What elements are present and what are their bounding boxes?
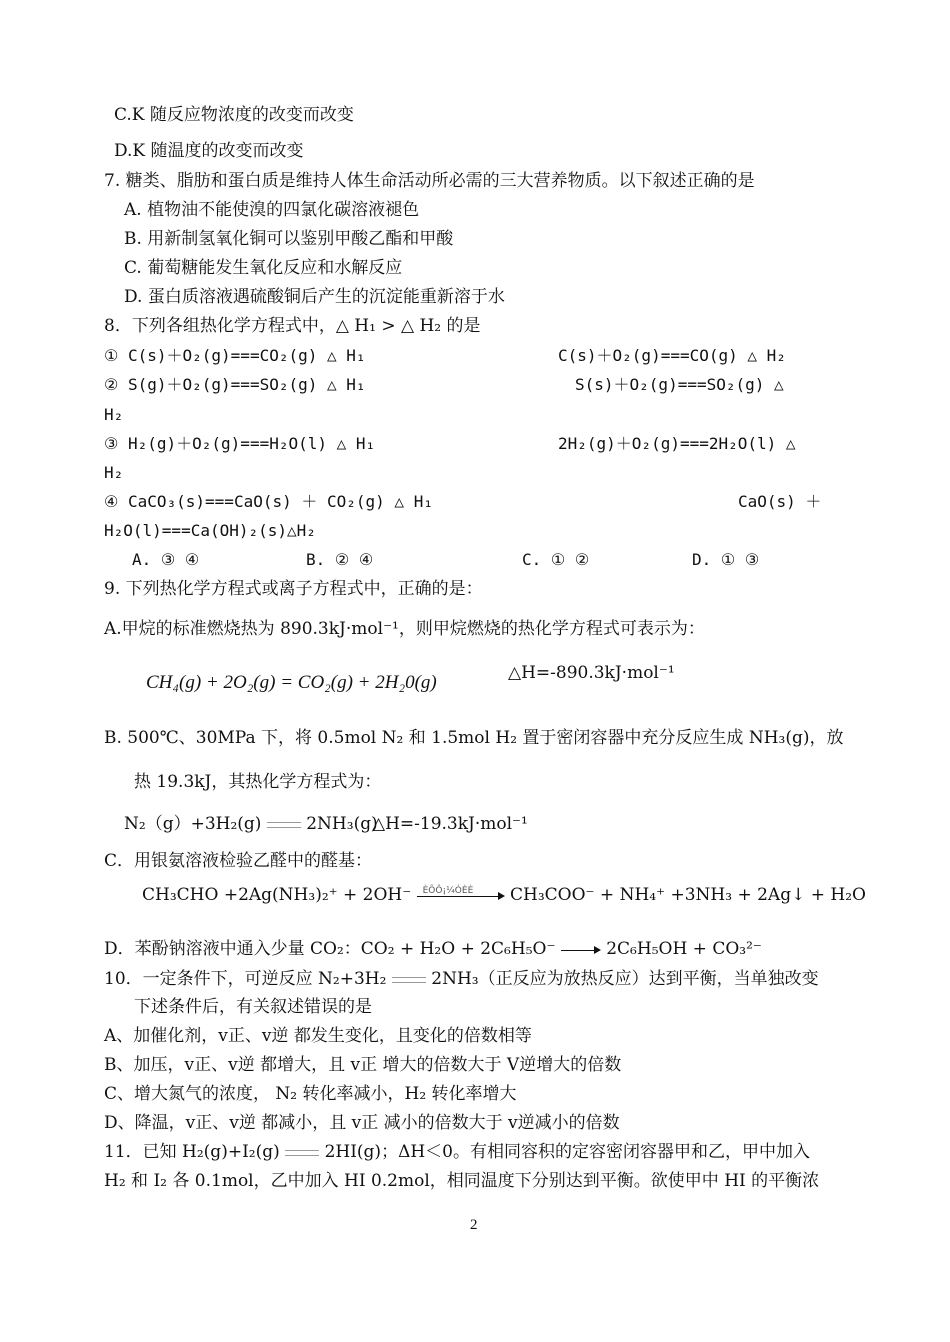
reaction-arrow-icon	[561, 945, 601, 955]
q8-answer-a: A. ③ ④	[132, 550, 200, 569]
option-d-line: D.K 随温度的改变而改变	[114, 141, 304, 161]
reaction-arrow-icon	[417, 884, 505, 906]
equilibrium-arrow-icon	[392, 975, 426, 985]
page-number: 2	[470, 1217, 478, 1233]
q8-eq1-right: C(s)＋O₂(g)===CO(g) △ H₂	[558, 346, 786, 365]
q8-eq3-wrap: H₂	[104, 463, 124, 482]
q10-option-c: C、增大氮气的浓度， N₂ 转化率减小，H₂ 转化率增大	[104, 1084, 517, 1104]
question-9: 9. 下列热化学方程式或离子方程式中，正确的是：	[104, 579, 483, 599]
equilibrium-arrow-icon	[267, 820, 301, 830]
q7-option-d: D. 蛋白质溶液遇硫酸铜后产生的沉淀能重新溶于水	[124, 287, 505, 307]
q9c-products: CH₃COO⁻ + NH₄⁺ +3NH₃ + 2Ag↓ + H₂O	[510, 885, 866, 905]
q8-answer-b: B. ② ④	[306, 550, 374, 569]
question-11-line1	[104, 1141, 810, 1163]
q8-eq1-left: ① C(s)＋O₂(g)===CO₂(g) △ H₁	[104, 346, 366, 365]
question-11-line2: H₂ 和 I₂ 各 0.1mol，乙中加入 HI 0.2mol，相同温度下分别达到平衡。欲使甲中 HI 的平衡浓	[104, 1171, 820, 1191]
question-8: 8．下列各组热化学方程式中，△ H₁ > △ H₂ 的是	[104, 316, 481, 336]
q8-eq4-left: ④ CaCO₃(s)===CaO(s) ＋ CO₂(g) △ H₁	[104, 492, 433, 511]
q9-option-c: C．用银氨溶液检验乙醛中的醛基：	[104, 851, 373, 871]
q9-option-a: A.甲烷的标准燃烧热为 890.3kJ·mol⁻¹，则甲烷燃烧的热化学方程式可表示为：	[104, 619, 705, 639]
q9a-enthalpy: △H=-890.3kJ·mol⁻¹	[508, 663, 675, 683]
q9b-reactants: N₂（g）+3H₂(g)	[124, 814, 262, 834]
q10-option-d: D、降温，v正、v逆 都减小，且 v正 减小的倍数大于 v逆减小的倍数	[104, 1113, 620, 1133]
q9b-products: 2NH₃(g)	[306, 814, 378, 834]
reaction-condition: ÈÕÔ¡¼ÓÈÈ	[422, 886, 474, 896]
question-10-line2: 下述条件后，有关叙述错误的是	[134, 997, 372, 1017]
q9b-enthalpy: △H=-19.3kJ·mol⁻¹	[372, 814, 528, 834]
q9-option-d	[104, 938, 762, 960]
q9b-equation	[124, 813, 378, 835]
q8-eq3-right: 2H₂(g)＋O₂(g)===2H₂O(l) △	[558, 434, 796, 453]
q7-option-a: A. 植物油不能使溴的四氯化碳溶液褪色	[124, 200, 420, 220]
q8-eq2-left: ② S(g)＋O₂(g)===SO₂(g) △ H₁	[104, 375, 366, 394]
q9-option-b-line1: B. 500℃、30MPa 下，将 0.5mol N₂ 和 1.5mol H₂ 置于密闭容器中充分反应生成 NH₃(g)，放	[104, 728, 844, 748]
q8-eq4-wrap: H₂O(l)===Ca(OH)₂(s)△H₂	[104, 521, 316, 540]
q8-eq2-wrap: H₂	[104, 405, 124, 424]
q9d-products: 2C₆H₅OH + CO₃²⁻	[606, 939, 762, 959]
q9c-equation	[142, 884, 866, 906]
q11-text-b: 2HI(g)；ΔH＜0。有相同容积的定容密闭容器甲和乙，甲中加入	[324, 1142, 810, 1162]
q7-option-c: C. 葡萄糖能发生氧化反应和水解反应	[124, 258, 403, 278]
q10-option-b: B、加压，v正、v逆 都增大，且 v正 增大的倍数大于 V逆增大的倍数	[104, 1055, 622, 1075]
equilibrium-arrow-icon	[285, 1148, 319, 1158]
q8-answer-d: D. ① ③	[692, 550, 760, 569]
question-7: 7. 糖类、脂肪和蛋白质是维持人体生命活动所必需的三大营养物质。以下叙述正确的是	[104, 171, 755, 191]
q9a-equation: CH₄(g) + 2O₂(g) = CO₂(g) + 2H₂0(g)	[146, 672, 437, 693]
q8-answer-c: C. ① ②	[522, 550, 590, 569]
q9-option-b-line2: 热 19.3kJ，其热化学方程式为：	[134, 772, 382, 792]
q8-eq2-right: S(s)＋O₂(g)===SO₂(g) △	[575, 375, 784, 394]
option-c-line: C.K 随反应物浓度的改变而改变	[114, 105, 354, 125]
q7-option-b: B. 用新制氢氧化铜可以鉴别甲酸乙酯和甲酸	[124, 229, 454, 249]
q9c-reactants: CH₃CHO +2Ag(NH₃)₂⁺ + 2OH⁻	[142, 885, 412, 905]
q10-option-a: A、加催化剂，v正、v逆 都发生变化，且变化的倍数相等	[104, 1026, 532, 1046]
q11-text-a: 11．已知 H₂(g)+I₂(g)	[104, 1142, 280, 1162]
q8-eq3-left: ③ H₂(g)＋O₂(g)===H₂O(l) △ H₁	[104, 434, 376, 453]
q10-text-b: 2NH₃（正反应为放热反应）达到平衡，当单独改变	[431, 969, 819, 989]
q9d-reactants: D．苯酚钠溶液中通入少量 CO₂：CO₂ + H₂O + 2C₆H₅O⁻	[104, 939, 556, 959]
question-10-line1	[104, 968, 819, 990]
q10-text-a: 10．一定条件下，可逆反应 N₂+3H₂	[104, 969, 387, 989]
q8-eq4-right: CaO(s) ＋	[738, 492, 822, 511]
